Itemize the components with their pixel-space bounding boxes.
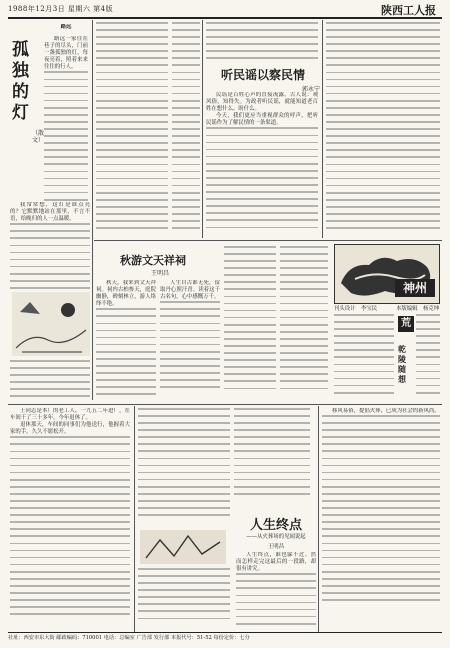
footer-imprint: 社址：西安市东大街 邮政编码：710001 电话：总编室 广告部 发行部 本报代号：51-52 每份定价：七分 xyxy=(8,635,250,641)
text-column xyxy=(234,408,310,508)
bottom-right-byline: 王明昌 xyxy=(267,544,285,550)
text-filler xyxy=(206,127,318,238)
side-column-title: 乾陵随想 xyxy=(398,344,406,384)
essay-lonely-lamp-p2: 我常常想，这灯是谁点亮的？它默默地站在那里，不言不语，给晚归的人一点温暖。 xyxy=(10,202,90,223)
bottom-right-body-1 xyxy=(236,552,316,630)
bottom-illustration xyxy=(140,530,226,564)
essay-listen-ballad-body xyxy=(206,92,318,238)
bottom-right-p2: 移风易俗，提倡火葬，已成为社会的新风尚。 xyxy=(332,408,440,414)
text-column xyxy=(334,314,394,400)
text-filler xyxy=(160,301,220,393)
section-rule xyxy=(94,240,442,241)
text-column xyxy=(96,22,168,238)
essay-listen-ballad-title: 听民谣以察民情 xyxy=(220,68,305,82)
text-filler xyxy=(10,223,90,290)
essay-lonely-lamp-tag: （散文） xyxy=(32,130,45,144)
text-column xyxy=(416,314,440,400)
bottom-right-subtitle: ——从火葬场的见闻说起 xyxy=(246,534,306,540)
text-filler xyxy=(10,436,130,630)
essay-listen-ballad-p2: 今天，我们更应当重视群众的呼声，把听民谣作为了解民情的一条渠道。 xyxy=(206,113,318,127)
page-header xyxy=(8,2,442,16)
text-filler xyxy=(10,360,90,400)
bottom-right-title: 人生终点 xyxy=(249,518,302,533)
text-column xyxy=(138,568,230,628)
art-feature-designer: 刊头设计 李宝民 xyxy=(334,306,378,312)
section-rule xyxy=(8,404,442,405)
essay-lonely-lamp-body-mid xyxy=(10,202,90,290)
essay-autumn-temple-body-2 xyxy=(160,280,220,400)
essay-autumn-temple-byline: 王明昌 xyxy=(150,270,169,277)
column-rule xyxy=(202,20,203,238)
bottom-right-p1: 人生终点，谁也躲不过。然而怎样走完这最后的一段路，却很有讲究。 xyxy=(236,552,316,573)
essay-listen-ballad-p1: 民谣是百姓心声的直接流露，古人说：观风俗，知得失。为政者听民谣，就能知道老百姓在想什么、盼什么。 xyxy=(206,92,318,113)
column-rule xyxy=(134,406,135,632)
column-rule xyxy=(318,406,319,632)
text-filler xyxy=(236,573,316,630)
text-column xyxy=(206,22,318,62)
essay-lonely-lamp-body-top xyxy=(44,36,88,201)
text-column xyxy=(138,408,230,528)
essay-lonely-lamp-byline: 路远 xyxy=(60,24,72,30)
small-column-title: 荒 xyxy=(398,316,414,332)
text-column xyxy=(326,22,440,238)
essay-lonely-lamp-p1: 路远一家住在巷子的尽头，门前一盏孤独的灯，每夜亮着，照着来来往往的行人。 xyxy=(44,36,88,71)
text-filler xyxy=(96,308,156,400)
essay-autumn-temple-title: 秋游文天祥祠 xyxy=(120,254,186,267)
essay-listen-ballad-byline: 郭永宁 xyxy=(301,86,320,93)
text-column xyxy=(172,22,200,238)
column-rule xyxy=(92,20,93,400)
bottom-left-p1: 王同志是本厂的老工人，一九五二年进厂，在车间干了三十多年，今年退休了。 xyxy=(10,408,130,422)
footer-rule xyxy=(8,632,442,633)
art-feature-box xyxy=(334,244,440,304)
column-rule xyxy=(322,20,323,238)
date-line: 1988年12月3日 星期六 第4版 xyxy=(8,5,114,13)
bottom-left-article xyxy=(10,408,130,630)
art-feature-editor: 本版编辑 杨克坤 xyxy=(396,306,440,312)
text-column xyxy=(280,246,328,400)
essay-lonely-lamp-byline-box xyxy=(44,24,88,36)
header-rule xyxy=(8,17,442,19)
bottom-left-p2: 退休那天，车间的同事们为他送行，他握着大家的手，久久不愿松开。 xyxy=(10,422,130,436)
art-feature-title: 神州 xyxy=(395,279,435,297)
essay-autumn-temple-body-1 xyxy=(96,280,156,400)
text-filler xyxy=(322,415,440,615)
lamp-illustration xyxy=(12,292,90,356)
essay-autumn-temple-p2: 人生自古谁无死，留取丹心照汗青。读着这千古名句，心中感慨万千。 xyxy=(160,280,220,301)
text-column xyxy=(224,246,276,400)
masthead: 陕西工人报 xyxy=(381,4,436,17)
bottom-right-body-2 xyxy=(322,408,440,630)
essay-lonely-lamp-title: 孤独的灯 xyxy=(12,40,29,123)
essay-autumn-temple-p1: 秋天，我来到文天祥祠。祠内古柏参天，庭院幽静，碑刻林立，游人络绎不绝。 xyxy=(96,280,156,308)
text-filler xyxy=(44,71,88,201)
